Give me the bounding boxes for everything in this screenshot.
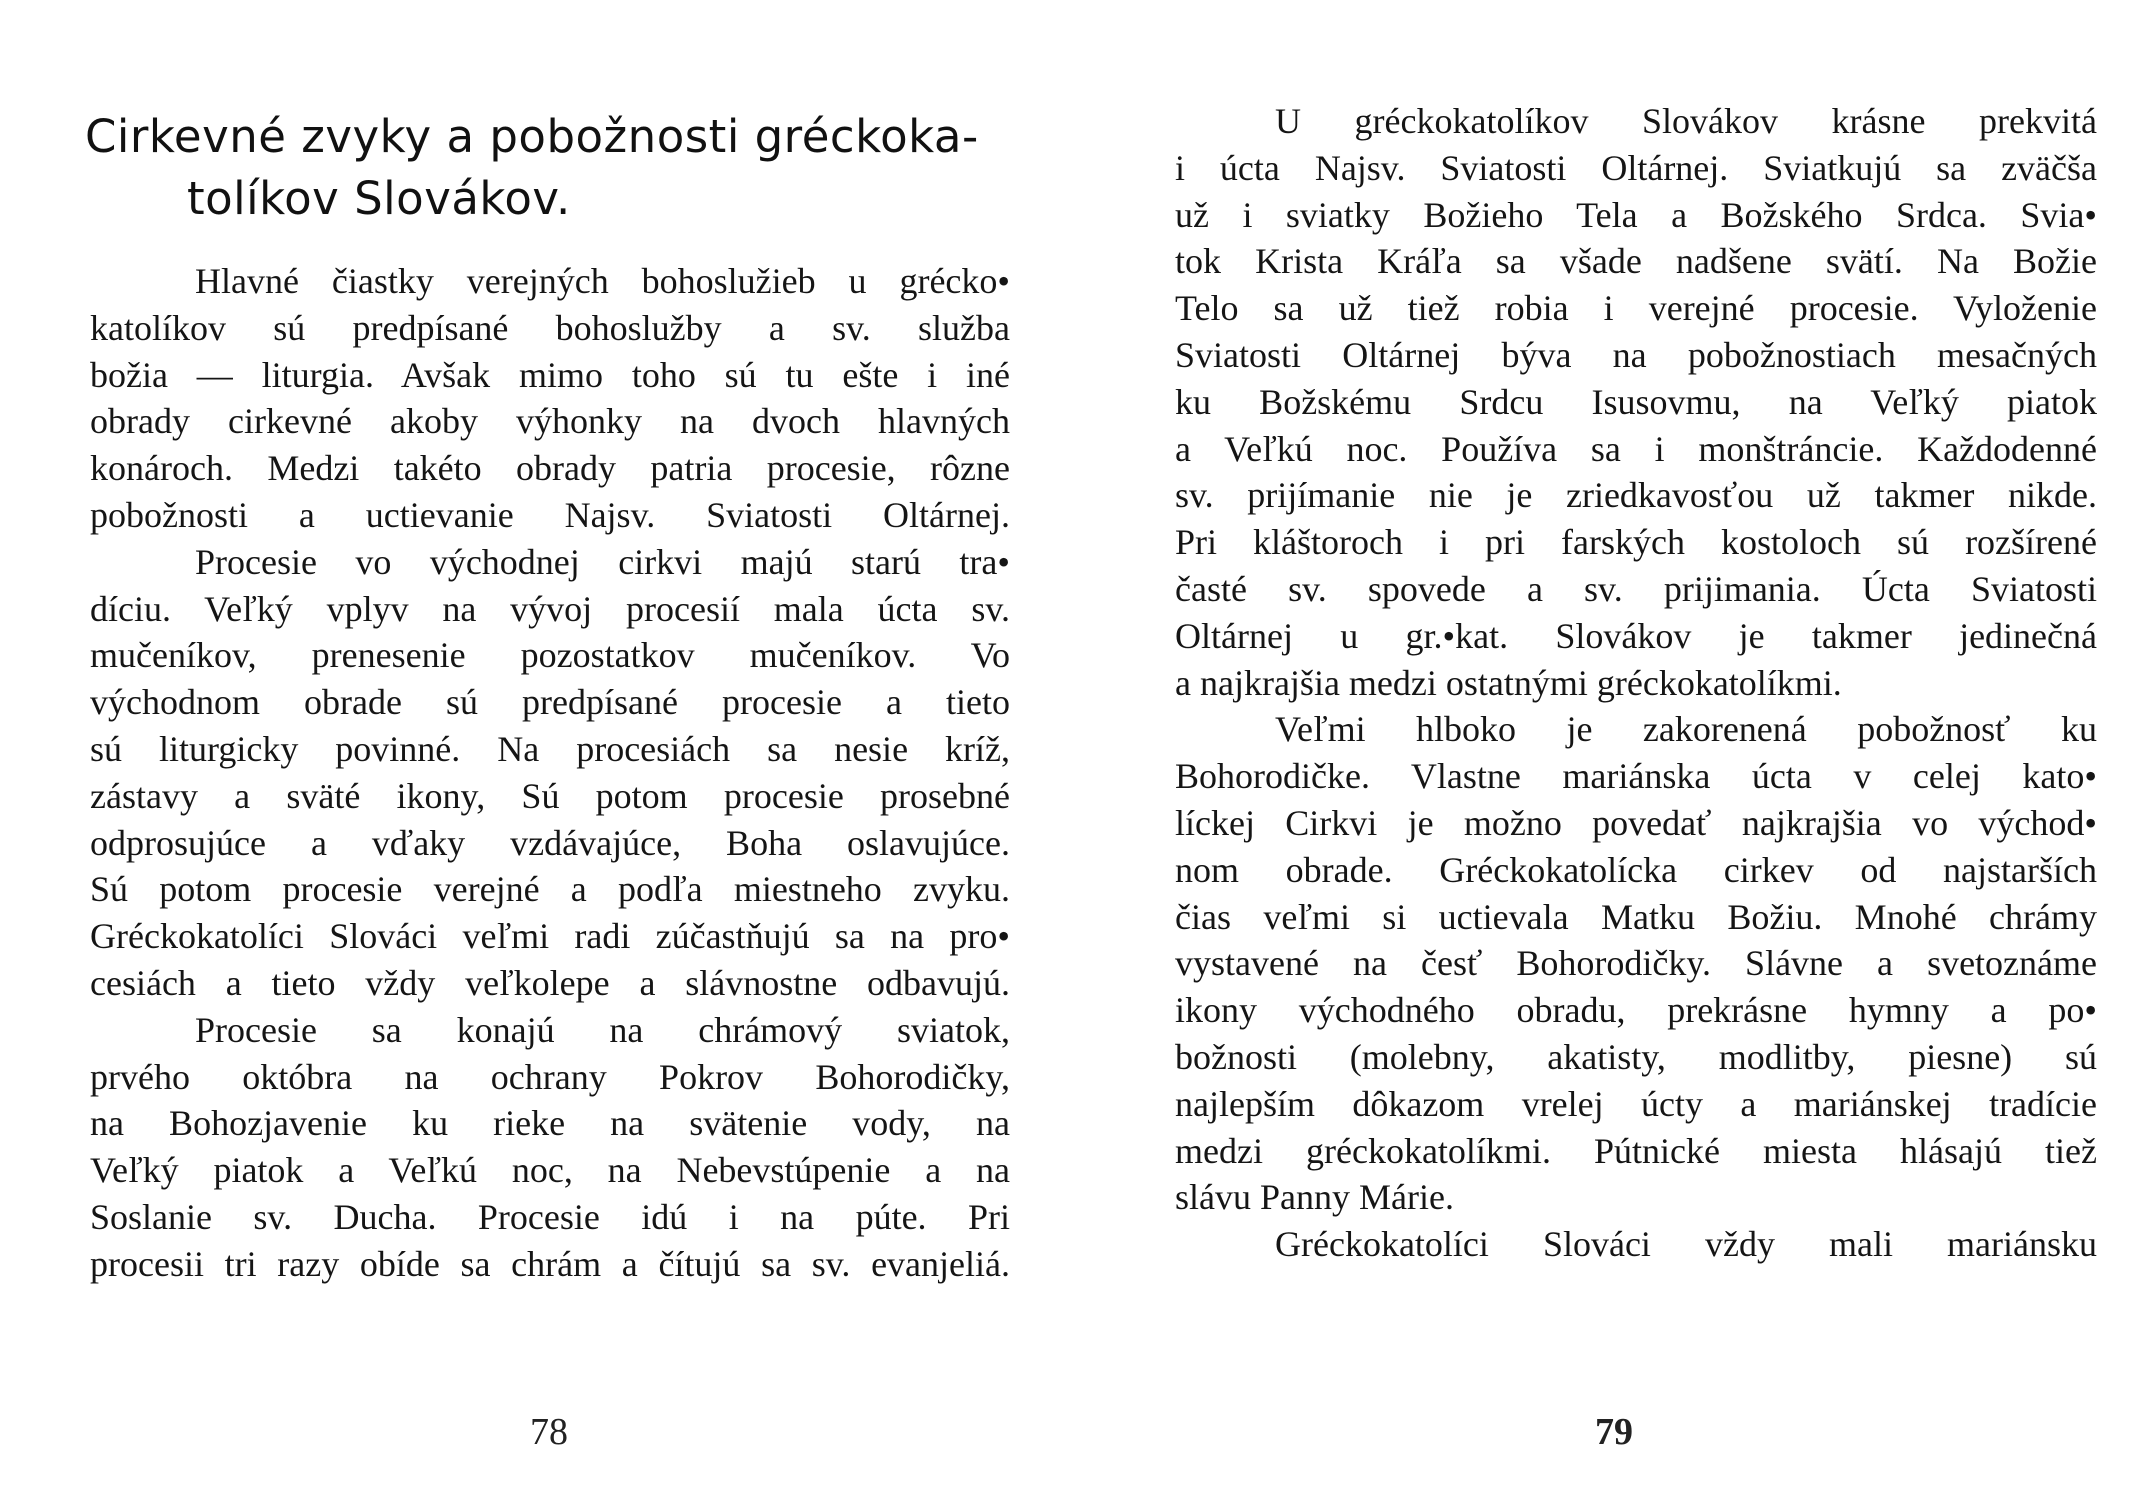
text-line: a najkrajšia medzi ostatnými gréckokatolíkmi.	[1175, 662, 1842, 703]
text-line: Gréckokatolíci Slováci veľmi radi zúčastňujú sa na pro•	[90, 916, 1010, 957]
text-line: Sú potom procesie verejné a podľa miestneho zvyku.	[90, 869, 1010, 910]
text-line: mučeníkov, prenesenie pozostatkov mučeníkov. Vo	[90, 635, 1010, 676]
text-line: ikony východného obradu, prekrásne hymny a po•	[1175, 990, 2097, 1031]
title-line: Cirkevné zvyky a pobožnosti gréckoka-	[85, 110, 979, 163]
text-line: na Bohozjavenie ku rieke na svätenie vody, na	[90, 1103, 1010, 1144]
text-line: Procesie vo východnej cirkvi majú starú tra•	[195, 541, 1010, 582]
text-line: sv. prijímanie nie je zriedkavosťou už takmer nikde.	[1175, 475, 2097, 516]
right-page-body	[1175, 98, 2097, 1268]
text-line: Oltárnej u gr.•kat. Slovákov je takmer jedinečná	[1175, 615, 2097, 656]
page-number: 79	[1595, 1411, 1633, 1453]
text-line: Bohorodičke. Vlastne mariánska úcta v celej kato•	[1175, 756, 2097, 797]
text-line: Veľmi hlboko je zakorenená pobožnosť ku	[1275, 709, 2097, 750]
text-line: najlepším dôkazom vrelej úcty a mariánskej tradície	[1175, 1083, 2097, 1124]
text-line: božia — liturgia. Avšak mimo toho sú tu ešte i iné	[90, 354, 1010, 395]
text-line: pobožnosti a uctievanie Najsv. Sviatosti Oltárnej.	[90, 494, 1010, 535]
text-line: východnom obrade sú predpísané procesie a tieto	[90, 682, 1010, 723]
text-line: díciu. Veľký vplyv na vývoj procesií mala úcta sv.	[90, 588, 1010, 629]
text-line: Pri kláštoroch i pri farských kostoloch sú rozšírené	[1175, 522, 2097, 563]
text-line: i úcta Najsv. Sviatosti Oltárnej. Sviatkujú sa zväčša	[1175, 147, 2097, 188]
chapter-title	[85, 106, 1015, 230]
right-page	[1075, 0, 2150, 1500]
text-line: vystavené na česť Bohorodičky. Slávne a svetoznáme	[1175, 943, 2097, 984]
text-line: Gréckokatolíci Slováci vždy mali mariánsku	[1275, 1224, 2097, 1265]
text-line: Veľký piatok a Veľkú noc, na Nebevstúpenie a na	[90, 1150, 1010, 1191]
text-line: už i sviatky Božieho Tela a Božského Srdca. Svia•	[1175, 194, 2097, 235]
text-line: konároch. Medzi takéto obrady patria procesie, rôzne	[90, 448, 1010, 489]
left-page-body	[90, 258, 1010, 1288]
text-line: U gréckokatolíkov Slovákov krásne prekvitá	[1275, 101, 2097, 141]
text-line: obrady cirkevné akoby výhonky na dvoch hlavných	[90, 401, 1010, 442]
text-line: sú liturgicky povinné. Na procesiách sa nesie kríž,	[90, 728, 1010, 769]
title-line: tolíkov Slovákov.	[187, 172, 571, 225]
text-line: Procesie sa konajú na chrámový sviatok,	[195, 1009, 1010, 1050]
text-line: zástavy a sväté ikony, Sú potom procesie prosebné	[90, 775, 1010, 816]
text-line: cesiách a tieto vždy veľkolepe a slávnostne odbavujú.	[90, 962, 1010, 1003]
text-line: časté sv. spovede a sv. prijimania. Úcta Sviatosti	[1175, 568, 2097, 609]
text-line: Hlavné čiastky verejných bohoslužieb u grécko•	[195, 261, 1010, 301]
text-line: božnosti (molebny, akatisty, modlitby, piesne) sú	[1175, 1036, 2097, 1077]
text-line: slávu Panny Márie.	[1175, 1177, 1454, 1218]
page-number: 78	[530, 1411, 568, 1453]
text-line: Telo sa už tiež robia i verejné procesie. Vyloženie	[1175, 288, 2097, 329]
text-line: procesii tri razy obíde sa chrám a čítujú sa sv. evanjeliá.	[90, 1243, 1010, 1284]
text-line: Soslanie sv. Ducha. Procesie idú i na púte. Pri	[90, 1196, 1010, 1237]
text-line: líckej Cirkvi je možno povedať najkrajšia vo východ•	[1175, 802, 2097, 843]
text-line: tok Krista Kráľa sa všade nadšene svätí. Na Božie	[1175, 241, 2097, 282]
text-line: Sviatosti Oltárnej býva na pobožnostiach mesačných	[1175, 334, 2097, 375]
text-line: nom obrade. Gréckokatolícka cirkev od najstarších	[1175, 849, 2097, 890]
text-line: katolíkov sú predpísané bohoslužby a sv. služba	[90, 307, 1010, 348]
text-line: medzi gréckokatolíkmi. Pútnické miesta hlásajú tiež	[1175, 1130, 2097, 1171]
text-line: ku Božskému Srdcu Isusovmu, na Veľký piatok	[1175, 381, 2097, 422]
text-line: odprosujúce a vďaky vzdávajúce, Boha oslavujúce.	[90, 822, 1010, 863]
text-line: čias veľmi si uctievala Matku Božiu. Mnohé chrámy	[1175, 896, 2097, 937]
text-line: a Veľkú noc. Používa sa i monštráncie. Každodenné	[1175, 428, 2097, 469]
text-line: prvého októbra na ochrany Pokrov Bohorodičky,	[90, 1056, 1010, 1097]
